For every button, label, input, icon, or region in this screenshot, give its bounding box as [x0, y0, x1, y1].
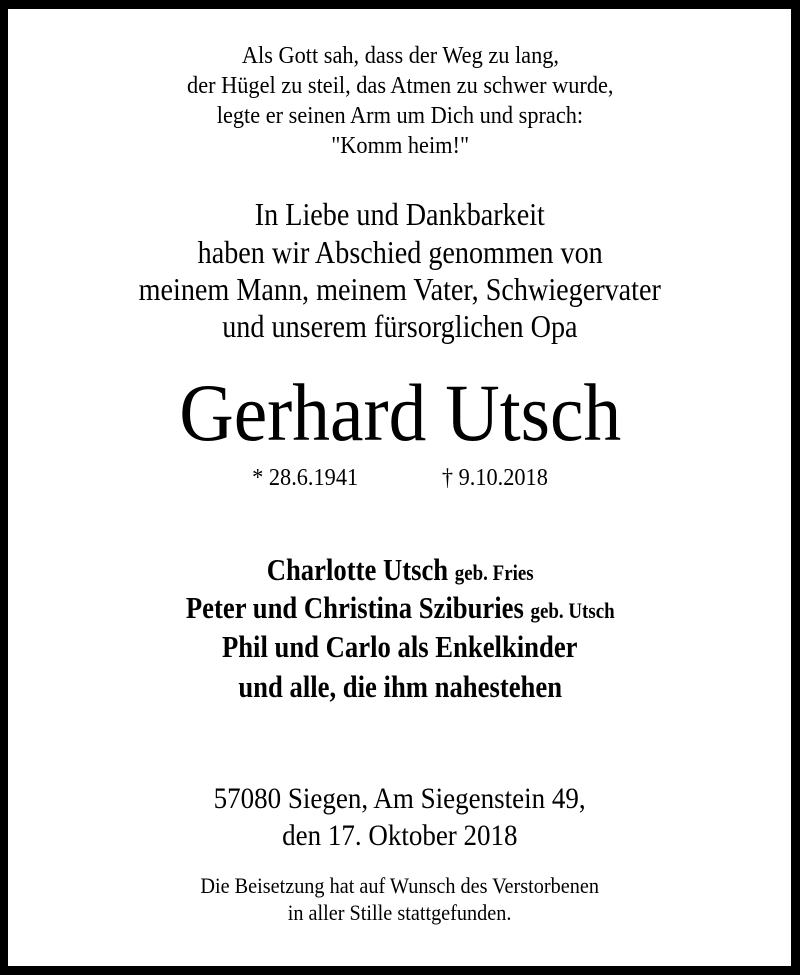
family-line: Peter und Christina Sziburies geb. Utsch — [185, 590, 615, 625]
intro-line: In Liebe und Dankbarkeit — [254, 196, 546, 232]
intro-line: haben wir Abschied genommen von — [197, 234, 603, 270]
intro-line: und unserem fürsorglichen Opa — [222, 308, 578, 344]
family-line: Phil und Carlo als Enkelkinder — [222, 629, 578, 664]
poem-line: legte er seinen Arm um Dich und sprach: — [216, 103, 584, 129]
maiden-name: geb. Utsch — [530, 598, 615, 623]
family-line: Charlotte Utsch geb. Fries — [266, 552, 534, 587]
family-line: und alle, die ihm nahestehen — [238, 669, 562, 704]
death-date: † 9.10.2018 — [441, 465, 548, 491]
intro-line: meinem Mann, meinem Vater, Schwiegervater — [138, 271, 662, 307]
address-date-line: den 17. Oktober 2018 — [282, 819, 518, 852]
address-line: 57080 Siegen, Am Siegenstein 49, — [214, 782, 586, 815]
birth-date: * 28.6.1941 — [252, 465, 359, 491]
poem-line: der Hügel zu steil, das Atmen zu schwer wurde, — [186, 73, 614, 99]
deceased-name: Gerhard Utsch — [178, 367, 622, 458]
life-dates — [0, 464, 800, 492]
burial-note: in aller Stille stattgefunden. — [288, 900, 512, 925]
poem-line: "Komm heim!" — [331, 133, 469, 159]
poem-line: Als Gott sah, dass der Weg zu lang, — [241, 43, 559, 69]
burial-note: Die Beisetzung hat auf Wunsch des Verstorbenen — [200, 873, 600, 898]
maiden-name: geb. Fries — [454, 560, 534, 585]
